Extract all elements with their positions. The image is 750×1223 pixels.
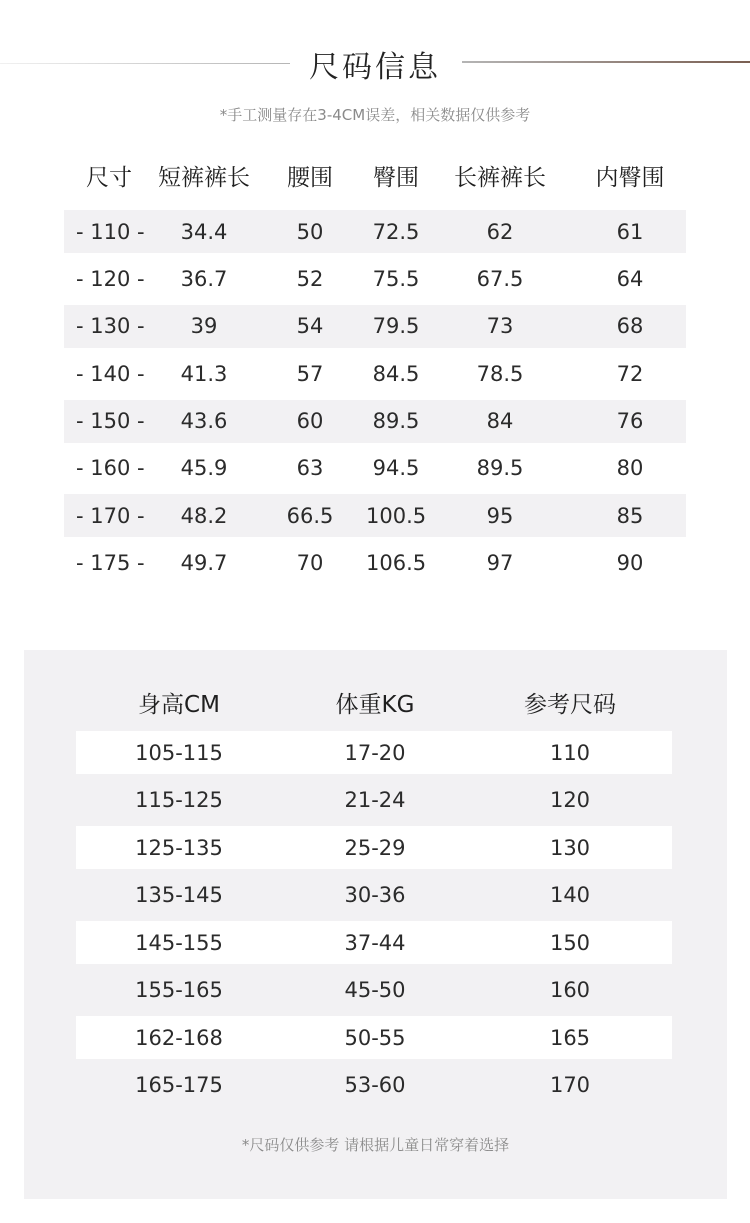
size-row [64, 447, 686, 490]
size-cell: - 120 - [76, 266, 145, 291]
height-cell: 135-145 [135, 883, 223, 907]
weight-cell: 21-24 [344, 788, 406, 812]
reference-row [76, 1064, 672, 1107]
size-cell: - 175 - [76, 551, 145, 576]
pants-length-cell: 67.5 [476, 266, 524, 291]
waist-cell: 57 [296, 361, 324, 386]
hip-cell: 84.5 [372, 361, 420, 386]
hip-cell: 72.5 [372, 219, 420, 244]
hip-cell: 89.5 [372, 409, 420, 434]
height-cell: 165-175 [135, 1073, 223, 1097]
header-divider-right [462, 61, 750, 63]
size-row [64, 352, 686, 395]
waist-cell: 50 [296, 219, 324, 244]
reference-row [76, 1016, 672, 1059]
pants-length-cell: 97 [486, 551, 514, 576]
header-pants-length: 长裤裤长 [454, 164, 546, 191]
weight-cell: 37-44 [344, 930, 406, 955]
reference-row [76, 921, 672, 964]
size-table-header [64, 150, 686, 200]
height-cell: 115-125 [135, 788, 223, 812]
reference-row [76, 826, 672, 869]
shorts-length-cell: 49.7 [180, 551, 228, 576]
header-inner-hip: 内臀围 [595, 164, 665, 191]
size-cell: - 110 - [76, 219, 145, 244]
reference-size-cell: 165 [549, 1025, 591, 1050]
reference-size-cell: 130 [549, 835, 591, 860]
inner-hip-cell: 64 [616, 266, 644, 291]
weight-cell: 45-50 [344, 978, 406, 1002]
header-reference-size: 参考尺码 [524, 691, 616, 718]
weight-cell: 30-36 [344, 883, 406, 907]
size-cell: - 140 - [76, 361, 145, 386]
inner-hip-cell: 76 [616, 409, 644, 434]
hip-cell: 106.5 [366, 551, 427, 576]
size-row [64, 494, 686, 537]
shorts-length-cell: 39 [190, 314, 218, 339]
reference-size-cell: 160 [549, 978, 591, 1002]
size-row [64, 542, 686, 585]
pants-length-cell: 89.5 [476, 456, 524, 481]
height-cell: 162-168 [135, 1025, 223, 1050]
size-table [64, 150, 686, 589]
reference-row [76, 779, 672, 822]
height-cell: 105-115 [135, 740, 223, 765]
page-header [0, 40, 750, 90]
waist-cell: 54 [296, 314, 324, 339]
pants-length-cell: 78.5 [476, 361, 524, 386]
size-cell: - 170 - [76, 503, 145, 528]
header-waist: 腰围 [287, 164, 333, 191]
weight-cell: 50-55 [344, 1025, 406, 1050]
weight-cell: 53-60 [344, 1073, 406, 1097]
pants-length-cell: 73 [486, 314, 514, 339]
header-hip: 臀围 [373, 164, 419, 191]
reference-note: *尺码仅供参考 请根据儿童日常穿着选择 [241, 1136, 510, 1154]
inner-hip-cell: 90 [616, 551, 644, 576]
reference-table-header [76, 678, 672, 726]
hip-cell: 100.5 [366, 503, 427, 528]
shorts-length-cell: 43.6 [180, 409, 228, 434]
shorts-length-cell: 41.3 [180, 361, 228, 386]
inner-hip-cell: 72 [616, 361, 644, 386]
weight-cell: 17-20 [344, 740, 406, 765]
waist-cell: 70 [296, 551, 324, 576]
pants-length-cell: 95 [486, 503, 514, 528]
inner-hip-cell: 68 [616, 314, 644, 339]
size-cell: - 160 - [76, 456, 145, 481]
waist-cell: 52 [296, 266, 324, 291]
reference-panel [24, 650, 727, 1199]
size-cell: - 150 - [76, 409, 145, 434]
reference-row [76, 969, 672, 1012]
shorts-length-cell: 45.9 [180, 456, 228, 481]
header-size: 尺寸 [86, 164, 132, 191]
header-weight: 体重KG [335, 691, 415, 718]
waist-cell: 60 [296, 409, 324, 434]
waist-cell: 63 [296, 456, 324, 481]
reference-size-cell: 110 [549, 740, 591, 765]
shorts-length-cell: 34.4 [180, 219, 228, 244]
pants-length-cell: 84 [486, 409, 514, 434]
reference-row [76, 731, 672, 774]
hip-cell: 75.5 [372, 266, 420, 291]
reference-size-cell: 140 [549, 883, 591, 907]
reference-size-cell: 170 [549, 1073, 591, 1097]
height-cell: 125-135 [135, 835, 223, 860]
weight-cell: 25-29 [344, 835, 406, 860]
header-shorts-length: 短裤裤长 [158, 164, 250, 191]
size-row [64, 400, 686, 443]
reference-size-cell: 150 [549, 930, 591, 955]
waist-cell: 66.5 [286, 503, 334, 528]
page-title: 尺码信息 [309, 50, 441, 85]
size-row [64, 257, 686, 300]
reference-size-cell: 120 [549, 788, 591, 812]
inner-hip-cell: 80 [616, 456, 644, 481]
pants-length-cell: 62 [486, 219, 514, 244]
reference-table [76, 678, 672, 1111]
size-row [64, 305, 686, 348]
height-cell: 155-165 [135, 978, 223, 1002]
reference-row [76, 874, 672, 917]
shorts-length-cell: 48.2 [180, 503, 228, 528]
size-row [64, 210, 686, 253]
size-cell: - 130 - [76, 314, 145, 339]
hip-cell: 94.5 [372, 456, 420, 481]
inner-hip-cell: 85 [616, 503, 644, 528]
header-height: 身高CM [138, 691, 220, 718]
hip-cell: 79.5 [372, 314, 420, 339]
inner-hip-cell: 61 [616, 219, 644, 244]
measurement-note: *手工测量存在3-4CM误差，相关数据仅供参考 [219, 106, 531, 124]
shorts-length-cell: 36.7 [180, 266, 228, 291]
height-cell: 145-155 [135, 930, 223, 955]
